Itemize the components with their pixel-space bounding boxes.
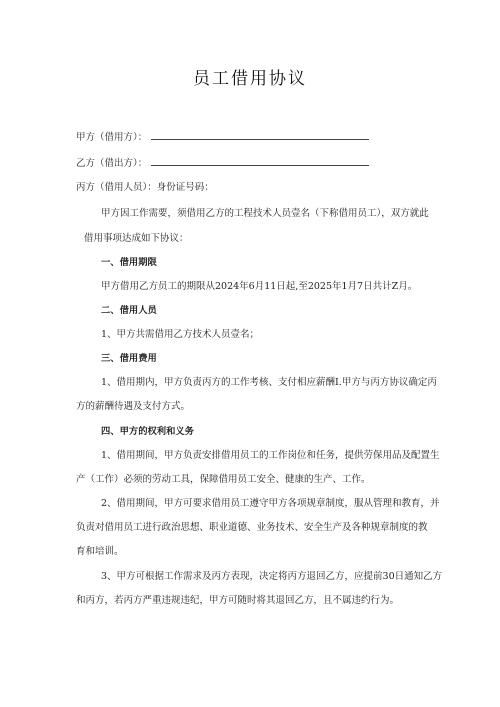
section-3-paragraph-line-1: 1、借用期内，甲方负责丙方的工作考核、支付相应薪酬I.甲方与丙方协议确定丙 bbox=[101, 377, 437, 388]
section-2-title: 二、借用人员 bbox=[101, 305, 157, 316]
party-a-line bbox=[76, 129, 369, 144]
document-title: 员工借用协议 bbox=[193, 69, 307, 89]
party-a-blank bbox=[151, 129, 369, 140]
section-4-title: 四、甲方的权利和义务 bbox=[101, 426, 194, 437]
section-4-item-2-line-1: 2、借用期间，甲方可要求借用员工遵守甲方各项规章制度，服从管理和教育，并 bbox=[101, 498, 440, 509]
intro-line-2: 借用事项达成如下协议： bbox=[84, 233, 189, 244]
section-1-title: 一、借用期限 bbox=[101, 257, 157, 268]
section-4-item-1-line-1: 1、借用期间，甲方负责安排借用员工的工作岗位和任务，提供劳保用品及配置生 bbox=[101, 450, 440, 461]
party-b-blank bbox=[151, 155, 369, 166]
section-4-item-2-line-3: 育和培训。 bbox=[76, 546, 124, 557]
section-4-item-3-line-1: 3、甲方可根据工作需求及丙方表现，决定将丙方退回乙方，应提前30日通知乙方 bbox=[101, 571, 443, 582]
section-4-item-2-line-2: 负责对借用员工进行政治思想、职业道德、业务技术、安全生产及各种规章制度的教 bbox=[76, 522, 428, 533]
section-4-item-1-line-2: 产（工作）必须的劳动工具，保障借用员工安全、健康的生产、工作。 bbox=[76, 474, 371, 485]
section-3-title: 三、借用费用 bbox=[101, 353, 157, 364]
section-3-paragraph-line-2: 方的薪酬待遇及支付方式。 bbox=[76, 401, 191, 412]
intro-line-1: 甲方因工作需要，须借用乙方的工程技术人员壹名（下称借用员工），双方就此 bbox=[101, 208, 429, 219]
party-a-label: 甲方（借用方）： bbox=[76, 132, 148, 143]
section-2-paragraph: 1、甲方共需借用乙方技术人员壹名； bbox=[101, 329, 260, 340]
section-1-paragraph: 甲方借用乙方员工的期限从2024年6月11日起,至2025年1月7日共计Z月。 bbox=[101, 281, 418, 292]
party-b-line bbox=[76, 155, 369, 170]
party-c-line: 丙方（借用人员）：身份证号码： bbox=[76, 182, 214, 193]
party-b-label: 乙方（借出方）： bbox=[76, 158, 148, 169]
section-4-item-3-line-2: 和丙方，若丙方严重违规违纪，甲方可随时将其退回乙方，且不属违约行为。 bbox=[76, 595, 400, 606]
